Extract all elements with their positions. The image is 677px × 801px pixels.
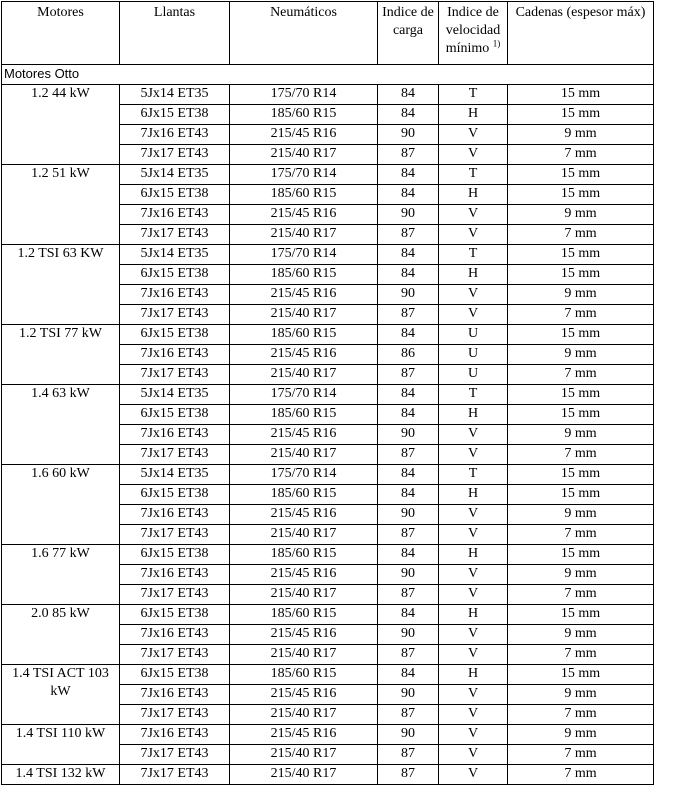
speed-cell: V <box>439 305 508 325</box>
speed-cell: T <box>439 465 508 485</box>
chain-cell: 7 mm <box>508 585 654 605</box>
load-cell: 84 <box>378 245 439 265</box>
engine-cell: 1.4 TSI 132 kW <box>2 765 120 785</box>
load-cell: 90 <box>378 505 439 525</box>
chain-cell: 15 mm <box>508 165 654 185</box>
rim-cell: 7Jx16 ET43 <box>120 345 230 365</box>
table-header <box>2 2 654 65</box>
tyre-cell: 175/70 R14 <box>230 245 378 265</box>
rim-cell: 5Jx14 ET35 <box>120 465 230 485</box>
tyre-cell: 215/40 R17 <box>230 525 378 545</box>
load-cell: 90 <box>378 725 439 745</box>
speed-cell: H <box>439 545 508 565</box>
engine-cell: 1.2 TSI 63 KW <box>2 245 120 325</box>
rim-cell: 7Jx17 ET43 <box>120 765 230 785</box>
tyre-cell: 185/60 R15 <box>230 485 378 505</box>
speed-cell: V <box>439 705 508 725</box>
tyre-cell: 175/70 R14 <box>230 165 378 185</box>
rim-cell: 7Jx17 ET43 <box>120 645 230 665</box>
speed-cell: T <box>439 85 508 105</box>
rim-cell: 7Jx16 ET43 <box>120 685 230 705</box>
tyre-cell: 215/45 R16 <box>230 565 378 585</box>
load-cell: 84 <box>378 185 439 205</box>
chain-cell: 9 mm <box>508 505 654 525</box>
tyre-cell: 215/40 R17 <box>230 765 378 785</box>
tyre-cell: 185/60 R15 <box>230 185 378 205</box>
speed-cell: U <box>439 325 508 345</box>
tyre-cell: 215/45 R16 <box>230 285 378 305</box>
engine-cell: 1.4 63 kW <box>2 385 120 465</box>
rim-cell: 7Jx16 ET43 <box>120 125 230 145</box>
load-cell: 90 <box>378 125 439 145</box>
rim-cell: 7Jx17 ET43 <box>120 225 230 245</box>
speed-cell: H <box>439 265 508 285</box>
speed-cell: H <box>439 665 508 685</box>
tyre-cell: 215/40 R17 <box>230 445 378 465</box>
chain-cell: 15 mm <box>508 385 654 405</box>
load-cell: 87 <box>378 585 439 605</box>
load-cell: 84 <box>378 405 439 425</box>
header-load: Indice de carga <box>378 2 439 65</box>
chain-cell: 9 mm <box>508 425 654 445</box>
rim-cell: 5Jx14 ET35 <box>120 165 230 185</box>
speed-cell: V <box>439 505 508 525</box>
rim-cell: 5Jx14 ET35 <box>120 245 230 265</box>
chain-cell: 7 mm <box>508 445 654 465</box>
speed-cell: U <box>439 365 508 385</box>
load-cell: 90 <box>378 565 439 585</box>
speed-cell: V <box>439 425 508 445</box>
rim-cell: 5Jx14 ET35 <box>120 85 230 105</box>
rim-cell: 7Jx17 ET43 <box>120 745 230 765</box>
speed-cell: V <box>439 625 508 645</box>
load-cell: 90 <box>378 685 439 705</box>
load-cell: 87 <box>378 745 439 765</box>
engine-cell: 2.0 85 kW <box>2 605 120 665</box>
rim-cell: 6Jx15 ET38 <box>120 265 230 285</box>
load-cell: 90 <box>378 285 439 305</box>
table-row <box>2 165 654 185</box>
load-cell: 84 <box>378 485 439 505</box>
tyre-cell: 215/40 R17 <box>230 745 378 765</box>
chain-cell: 15 mm <box>508 265 654 285</box>
rim-cell: 7Jx17 ET43 <box>120 145 230 165</box>
header-rim: Llantas <box>120 2 230 65</box>
speed-cell: V <box>439 285 508 305</box>
tyre-cell: 185/60 R15 <box>230 665 378 685</box>
load-cell: 84 <box>378 265 439 285</box>
header-speed <box>439 2 508 65</box>
engine-cell: 1.4 TSI ACT 103 kW <box>2 665 120 725</box>
load-cell: 84 <box>378 165 439 185</box>
chain-cell: 9 mm <box>508 125 654 145</box>
chain-cell: 7 mm <box>508 305 654 325</box>
table-body <box>2 65 654 785</box>
tyre-cell: 215/45 R16 <box>230 685 378 705</box>
chain-cell: 15 mm <box>508 665 654 685</box>
tyre-cell: 215/40 R17 <box>230 305 378 325</box>
speed-cell: V <box>439 585 508 605</box>
tyre-cell: 215/45 R16 <box>230 505 378 525</box>
rim-cell: 7Jx17 ET43 <box>120 445 230 465</box>
chain-cell: 9 mm <box>508 725 654 745</box>
tyre-cell: 215/40 R17 <box>230 225 378 245</box>
rim-cell: 7Jx17 ET43 <box>120 705 230 725</box>
rim-cell: 6Jx15 ET38 <box>120 105 230 125</box>
rim-cell: 7Jx16 ET43 <box>120 505 230 525</box>
tyre-cell: 215/40 R17 <box>230 365 378 385</box>
chain-cell: 7 mm <box>508 705 654 725</box>
rim-cell: 6Jx15 ET38 <box>120 545 230 565</box>
table-row <box>2 245 654 265</box>
tyre-cell: 185/60 R15 <box>230 545 378 565</box>
chain-cell: 9 mm <box>508 285 654 305</box>
engine-cell: 1.6 60 kW <box>2 465 120 545</box>
table-row <box>2 545 654 565</box>
load-cell: 90 <box>378 425 439 445</box>
load-cell: 87 <box>378 705 439 725</box>
table-row <box>2 85 654 105</box>
engine-cell: 1.2 44 kW <box>2 85 120 165</box>
chain-cell: 15 mm <box>508 465 654 485</box>
tyre-cell: 215/45 R16 <box>230 725 378 745</box>
chain-cell: 7 mm <box>508 365 654 385</box>
group-label: Motores Otto <box>2 65 654 85</box>
speed-cell: H <box>439 605 508 625</box>
tyre-chain-table <box>1 1 654 785</box>
chain-cell: 9 mm <box>508 205 654 225</box>
engine-cell: 1.2 TSI 77 kW <box>2 325 120 385</box>
rim-cell: 6Jx15 ET38 <box>120 405 230 425</box>
load-cell: 87 <box>378 445 439 465</box>
load-cell: 87 <box>378 525 439 545</box>
header-chain: Cadenas (espesor máx) <box>508 2 654 65</box>
tyre-cell: 175/70 R14 <box>230 465 378 485</box>
load-cell: 87 <box>378 765 439 785</box>
table-row <box>2 765 654 785</box>
chain-cell: 15 mm <box>508 105 654 125</box>
speed-cell: V <box>439 205 508 225</box>
speed-cell: T <box>439 385 508 405</box>
chain-cell: 15 mm <box>508 545 654 565</box>
rim-cell: 6Jx15 ET38 <box>120 325 230 345</box>
engine-cell: 1.6 77 kW <box>2 545 120 605</box>
rim-cell: 7Jx17 ET43 <box>120 585 230 605</box>
tyre-cell: 215/45 R16 <box>230 205 378 225</box>
table-row <box>2 465 654 485</box>
load-cell: 90 <box>378 205 439 225</box>
speed-cell: V <box>439 565 508 585</box>
chain-cell: 7 mm <box>508 765 654 785</box>
header-row <box>2 2 654 65</box>
tyre-cell: 215/45 R16 <box>230 345 378 365</box>
rim-cell: 6Jx15 ET38 <box>120 665 230 685</box>
tyre-cell: 185/60 R15 <box>230 325 378 345</box>
chain-cell: 7 mm <box>508 645 654 665</box>
chain-cell: 15 mm <box>508 85 654 105</box>
chain-cell: 15 mm <box>508 325 654 345</box>
engine-cell: 1.2 51 kW <box>2 165 120 245</box>
tyre-cell: 215/40 R17 <box>230 705 378 725</box>
rim-cell: 7Jx16 ET43 <box>120 625 230 645</box>
engine-cell: 1.4 TSI 110 kW <box>2 725 120 765</box>
speed-cell: V <box>439 525 508 545</box>
speed-cell: H <box>439 405 508 425</box>
table-row <box>2 385 654 405</box>
tyre-cell: 215/40 R17 <box>230 145 378 165</box>
load-cell: 87 <box>378 365 439 385</box>
load-cell: 84 <box>378 325 439 345</box>
load-cell: 87 <box>378 305 439 325</box>
rim-cell: 7Jx16 ET43 <box>120 565 230 585</box>
speed-cell: V <box>439 145 508 165</box>
chain-cell: 9 mm <box>508 625 654 645</box>
load-cell: 86 <box>378 345 439 365</box>
speed-cell: V <box>439 225 508 245</box>
load-cell: 87 <box>378 145 439 165</box>
tyre-cell: 215/40 R17 <box>230 645 378 665</box>
load-cell: 84 <box>378 605 439 625</box>
header-speed-footnote: 1) <box>492 38 501 49</box>
load-cell: 84 <box>378 85 439 105</box>
chain-cell: 15 mm <box>508 405 654 425</box>
chain-cell: 7 mm <box>508 225 654 245</box>
speed-cell: V <box>439 645 508 665</box>
table-row <box>2 725 654 745</box>
tyre-cell: 215/45 R16 <box>230 625 378 645</box>
tyre-cell: 185/60 R15 <box>230 605 378 625</box>
rim-cell: 7Jx17 ET43 <box>120 365 230 385</box>
speed-cell: T <box>439 245 508 265</box>
load-cell: 84 <box>378 465 439 485</box>
load-cell: 84 <box>378 105 439 125</box>
speed-cell: H <box>439 485 508 505</box>
chain-cell: 15 mm <box>508 605 654 625</box>
tyre-cell: 185/60 R15 <box>230 105 378 125</box>
tyre-cell: 215/40 R17 <box>230 585 378 605</box>
rim-cell: 6Jx15 ET38 <box>120 485 230 505</box>
chain-cell: 9 mm <box>508 345 654 365</box>
header-motor: Motores <box>2 2 120 65</box>
load-cell: 87 <box>378 645 439 665</box>
tyre-cell: 215/45 R16 <box>230 425 378 445</box>
rim-cell: 7Jx16 ET43 <box>120 425 230 445</box>
speed-cell: V <box>439 125 508 145</box>
rim-cell: 6Jx15 ET38 <box>120 605 230 625</box>
load-cell: 90 <box>378 625 439 645</box>
tyre-cell: 175/70 R14 <box>230 385 378 405</box>
rim-cell: 7Jx17 ET43 <box>120 525 230 545</box>
tyre-cell: 175/70 R14 <box>230 85 378 105</box>
header-speed-label: Indice de velocidad mínimo <box>445 5 501 56</box>
tyre-cell: 185/60 R15 <box>230 265 378 285</box>
chain-cell: 15 mm <box>508 245 654 265</box>
header-tyre: Neumáticos <box>230 2 378 65</box>
speed-cell: U <box>439 345 508 365</box>
speed-cell: H <box>439 185 508 205</box>
table-row <box>2 325 654 345</box>
speed-cell: V <box>439 445 508 465</box>
tyre-cell: 185/60 R15 <box>230 405 378 425</box>
table-row <box>2 665 654 685</box>
load-cell: 84 <box>378 545 439 565</box>
load-cell: 87 <box>378 225 439 245</box>
rim-cell: 7Jx16 ET43 <box>120 725 230 745</box>
chain-cell: 9 mm <box>508 685 654 705</box>
group-row <box>2 65 654 85</box>
rim-cell: 7Jx16 ET43 <box>120 285 230 305</box>
load-cell: 84 <box>378 385 439 405</box>
chain-cell: 9 mm <box>508 565 654 585</box>
speed-cell: V <box>439 685 508 705</box>
speed-cell: V <box>439 745 508 765</box>
rim-cell: 5Jx14 ET35 <box>120 385 230 405</box>
tyre-cell: 215/45 R16 <box>230 125 378 145</box>
speed-cell: H <box>439 105 508 125</box>
chain-cell: 15 mm <box>508 185 654 205</box>
load-cell: 84 <box>378 665 439 685</box>
chain-cell: 7 mm <box>508 525 654 545</box>
rim-cell: 7Jx17 ET43 <box>120 305 230 325</box>
chain-cell: 15 mm <box>508 485 654 505</box>
rim-cell: 6Jx15 ET38 <box>120 185 230 205</box>
chain-cell: 7 mm <box>508 145 654 165</box>
speed-cell: V <box>439 725 508 745</box>
chain-cell: 7 mm <box>508 745 654 765</box>
rim-cell: 7Jx16 ET43 <box>120 205 230 225</box>
speed-cell: V <box>439 765 508 785</box>
speed-cell: T <box>439 165 508 185</box>
table-row <box>2 605 654 625</box>
